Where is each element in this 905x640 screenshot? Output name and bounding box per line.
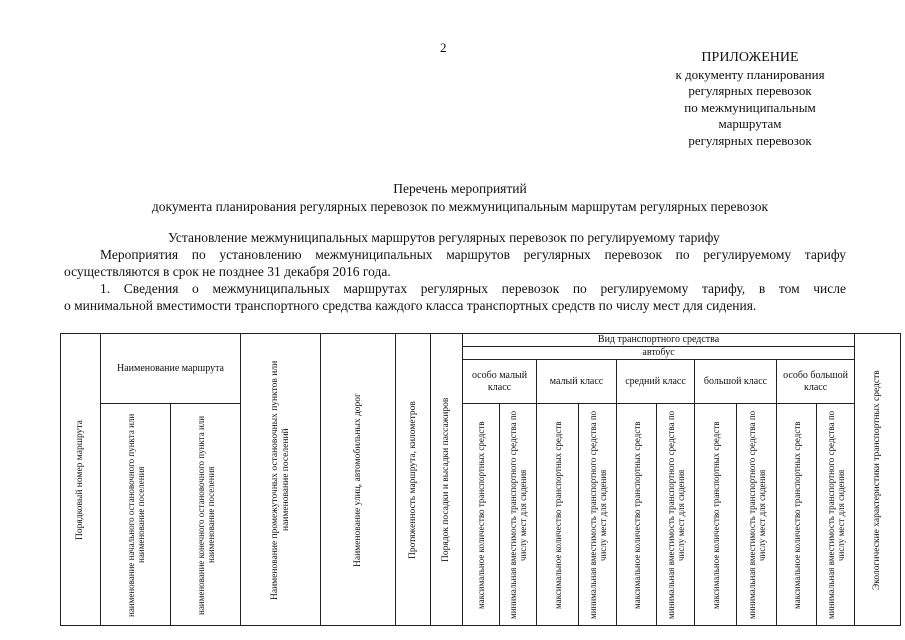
class-extra-large: особо большой класс: [777, 360, 855, 404]
appendix-line: к документу планирования: [675, 66, 825, 82]
class-large: большой класс: [695, 360, 777, 404]
sub-max-count: максимальное количество транспортных средств: [463, 404, 500, 626]
appendix-line: регулярных перевозок: [688, 83, 812, 98]
sub-min-capacity: минимальная вместимость транспортного средства по числу мест для сидения: [817, 404, 855, 626]
sub-max-count: максимальное количество транспортных средств: [695, 404, 737, 626]
appendix-block: [640, 50, 860, 149]
col-route-end: наименование конечного остановочного пункта или наименование поселения: [171, 404, 241, 626]
col-vehicle-type: Вид транспортного средства: [463, 334, 855, 347]
appendix-line: регулярных перевозок: [688, 132, 812, 148]
heading-line-2: документа планирования регулярных перевозок по межмуниципальным маршрутам регулярных перевозок: [151, 199, 769, 214]
class-medium: средний класс: [617, 360, 695, 404]
paragraph-2-line-2: о минимальной вместимости транспортного средства каждого класса транспортных средств по числу мест для сидения.: [64, 298, 757, 313]
sub-max-count: максимальное количество транспортных средств: [777, 404, 817, 626]
col-route-name: Наименование маршрута: [101, 334, 241, 404]
paragraph-2-line-1: 1. Сведения о межмуниципальных маршрутах регулярных перевозок по регулируемому тарифу, в том числе: [100, 281, 846, 296]
paragraph-1-line-2: осуществляются в срок не позднее 31 декабря 2016 года.: [64, 264, 391, 279]
col-eco: Экологические характеристики транспортных средств: [855, 334, 901, 626]
appendix-line: по межмуниципальным: [684, 99, 816, 115]
sub-min-capacity: минимальная вместимость транспортного средства по числу мест для сидения: [579, 404, 617, 626]
heading-line-1: Перечень мероприятий: [393, 181, 527, 196]
appendix-line: маршрутам: [718, 116, 782, 131]
page-number: 2: [440, 40, 447, 55]
routes-table: [60, 333, 901, 626]
paragraph-1-line-1: Мероприятия по установлению межмуниципальных маршрутов регулярных перевозок по регулируемому тарифу: [100, 247, 846, 262]
col-length: Протяженность маршрута, километров: [396, 334, 431, 626]
col-order-number: Порядковый номер маршрута: [61, 334, 101, 626]
col-route-start: наименование начального остановочного пункта или наименование поселения: [101, 404, 171, 626]
sub-min-capacity: минимальная вместимость транспортного средства по числу мест для сидения: [737, 404, 777, 626]
col-bus: автобус: [463, 347, 855, 360]
section-title: Установление межмуниципальных маршрутов регулярных перевозок по регулируемому тарифу: [168, 230, 720, 245]
sub-max-count: максимальное количество транспортных средств: [617, 404, 657, 626]
sub-max-count: максимальное количество транспортных средств: [537, 404, 579, 626]
col-boarding-order: Порядок посадки и высадки пассажиров: [431, 334, 463, 626]
appendix-title: ПРИЛОЖЕНИЕ: [701, 50, 799, 65]
sub-min-capacity: минимальная вместимость транспортного средства по числу мест для сидения: [657, 404, 695, 626]
sub-min-capacity: минимальная вместимость транспортного средства по числу мест для сидения: [500, 404, 537, 626]
class-small: малый класс: [537, 360, 617, 404]
col-streets: Наименование улиц, автомобильных дорог: [321, 334, 396, 626]
col-intermediate-stops: Наименование промежуточных остановочных пунктов или наименование поселений: [241, 334, 321, 626]
class-extra-small: особо малый класс: [463, 360, 537, 404]
